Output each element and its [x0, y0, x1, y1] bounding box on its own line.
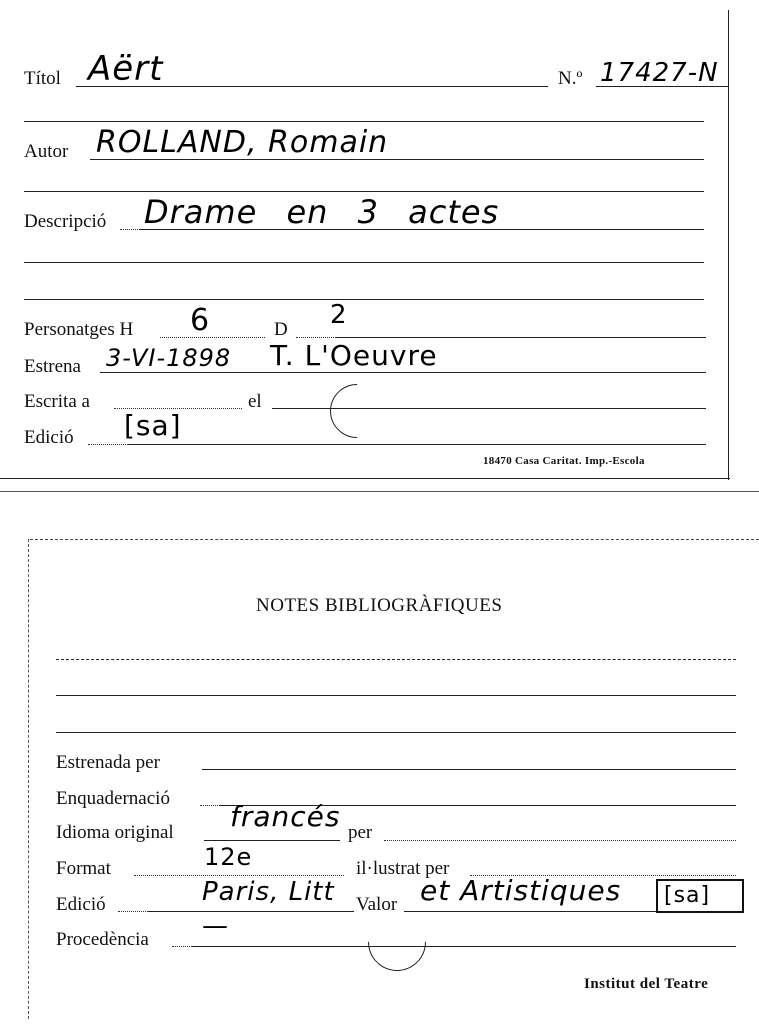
numero-value: 17427-N	[600, 58, 719, 88]
edicio-dots	[88, 444, 128, 445]
notes-heading: NOTES BIBLIOGRÀFIQUES	[256, 595, 503, 616]
estrena-date: 3-VI-1898	[106, 344, 232, 372]
personatges-d-line	[336, 337, 706, 338]
notes-line-1	[56, 659, 736, 660]
punch-hole-top	[319, 373, 395, 449]
card-right-edge	[728, 10, 729, 480]
idioma-per-label: per	[348, 822, 373, 843]
enquadernacio-dots	[200, 805, 220, 806]
procedencia-dots	[172, 946, 192, 947]
escrita-el-label: el	[248, 391, 262, 412]
personatges-d-dots	[296, 337, 336, 338]
numero-label: N.º	[558, 68, 583, 89]
procedencia-line	[192, 946, 736, 947]
valor-label: Valor	[356, 894, 398, 915]
format-value: 12e	[204, 843, 253, 871]
printer-imprint: 18470 Casa Caritat. Imp.-Escola	[483, 455, 645, 467]
idioma-per-dots	[384, 840, 736, 841]
personatges-label: Personatges H	[24, 319, 134, 340]
escrita-label: Escrita a	[24, 391, 90, 412]
card-bottom-edge	[0, 478, 730, 479]
blank-line-1	[24, 121, 704, 122]
personatges-h-dots	[160, 337, 265, 338]
estrena-place: T. L'Oeuvre	[270, 339, 438, 372]
edicio2-value: Paris, Litt	[202, 877, 335, 907]
blank-line-2	[24, 191, 704, 192]
autor-label: Autor	[24, 141, 69, 162]
autor-value: ROLLAND, Romain	[96, 125, 389, 160]
estrena-line	[100, 372, 706, 373]
descripcio-label: Descripció	[24, 211, 107, 232]
edicio-value: [sa]	[124, 409, 182, 442]
valor-value: et Artistiques	[420, 874, 622, 907]
notes-line-2	[56, 695, 736, 696]
estrena-label: Estrena	[24, 356, 81, 377]
card2-left-edge	[28, 539, 29, 1019]
institut-imprint: Institut del Teatre	[584, 976, 709, 992]
format-label: Format	[56, 858, 111, 879]
cards-divider	[0, 491, 759, 492]
idioma-line	[204, 840, 340, 841]
notes-line-3	[56, 732, 736, 733]
blank-line-3	[24, 262, 704, 263]
estrenada-per-label: Estrenada per	[56, 752, 160, 773]
descripcio-dots	[120, 229, 140, 230]
edicio2-label: Edició	[56, 894, 106, 915]
catalog-card-front	[0, 0, 759, 500]
edicio-line	[128, 444, 706, 445]
titol-value: Aërt	[88, 49, 164, 89]
personatges-d-value: 2	[330, 300, 348, 330]
personatges-h-value: 6	[190, 303, 211, 338]
blank-line-4	[24, 299, 704, 300]
titol-label: Títol	[24, 68, 61, 89]
catalog-card-back	[0, 515, 759, 1028]
procedencia-label: Procedència	[56, 929, 149, 950]
idioma-value: francés	[230, 800, 341, 833]
edicio2-dots	[118, 911, 148, 912]
sa-bracket-value: [sa]	[664, 883, 711, 908]
procedencia-value: —	[202, 911, 229, 941]
format-dots	[134, 875, 344, 876]
illustrat-label: il·lustrat per	[356, 858, 450, 879]
edicio-label: Edició	[24, 427, 74, 448]
personatges-d-label: D	[274, 319, 288, 340]
estrenada-per-line	[202, 769, 736, 770]
descripcio-value: Drame en 3 actes	[144, 193, 500, 231]
edicio2-line	[148, 911, 354, 912]
enquadernacio-label: Enquadernació	[56, 788, 170, 809]
card2-top-edge	[30, 539, 759, 540]
idioma-label: Idioma original	[56, 822, 174, 843]
